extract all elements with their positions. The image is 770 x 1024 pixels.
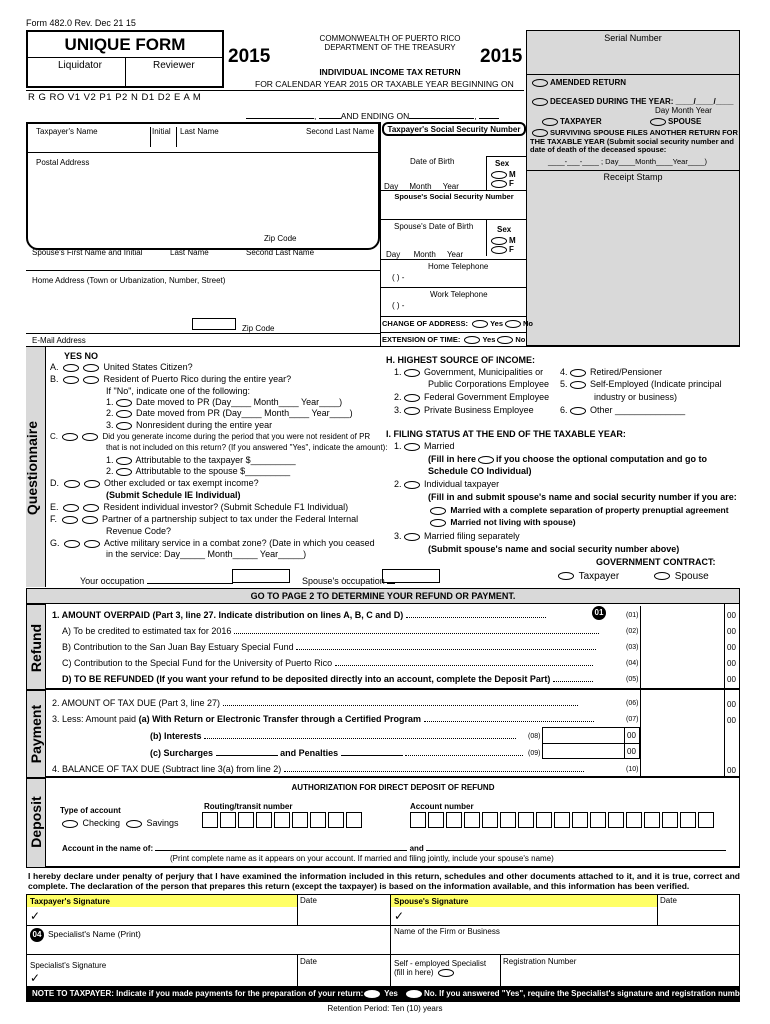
- specialist-badge: 04: [30, 928, 44, 942]
- refund-num-01: (01): [626, 612, 639, 619]
- taxpayer-check-mark: ✓: [30, 909, 41, 923]
- form-title: UNIQUE FORM: [64, 35, 186, 54]
- deceased-date-label: Day Month Year: [655, 106, 712, 115]
- filing-s2d[interactable]: Married not living with spouse): [428, 518, 576, 528]
- self-employed-option[interactable]: (fill in here): [394, 968, 456, 977]
- q-b2[interactable]: 2. Date moved from PR (Day____ Month____ Year____): [106, 408, 353, 418]
- refund-label: Refund: [27, 623, 44, 673]
- gov-contract-title: GOVERNMENT CONTRACT:: [596, 557, 716, 567]
- second-last-name-label: Second Last Name: [306, 127, 375, 136]
- home-tel-field[interactable]: ( ) -: [392, 273, 405, 282]
- filing-s2b: (Fill in and submit spouse's name and social security number if you are:: [428, 492, 737, 502]
- deceased-option[interactable]: DECEASED DURING THE YEAR: ____/____/____: [530, 97, 734, 106]
- account-number-label: Account number: [410, 802, 474, 811]
- dob-label: Date of Birth: [410, 157, 455, 166]
- refund-line-1: 1. AMOUNT OVERPAID (Part 3, line 27. Indicate distribution on lines A, B, C and D): [52, 610, 546, 620]
- filing-opt-2[interactable]: 2. Individual taxpayer: [394, 479, 500, 489]
- year-left: 2015: [228, 46, 271, 67]
- payment-num-07: (07): [626, 716, 639, 723]
- last-name-label: Last Name: [180, 127, 219, 136]
- taxpayer-name-box: [26, 122, 380, 250]
- payment-num-10: (10): [626, 766, 639, 773]
- occupation-box[interactable]: [232, 569, 290, 583]
- change-address-row[interactable]: CHANGE OF ADDRESS: Yes No: [382, 319, 534, 328]
- refund-num-04: (04): [626, 660, 639, 667]
- payment-cents-6: 00: [727, 700, 736, 709]
- account-checking[interactable]: Checking: [60, 818, 120, 828]
- q-c[interactable]: C. Did you generate income during the period that you were not resident of PR: [50, 432, 371, 441]
- home-tel-label: Home Telephone: [428, 262, 489, 271]
- refund-line-b: B) Contribution to the San Juan Bay Estuary Special Fund: [62, 642, 596, 652]
- refund-line-c: C) Contribution to the Special Fund for the University of Puerto Rico: [62, 658, 593, 668]
- q-f2: Revenue Code?: [106, 526, 172, 536]
- liquidator-label: Liquidator: [58, 60, 102, 71]
- account-name-field[interactable]: Account in the name of: and: [62, 844, 726, 853]
- zip-box[interactable]: [192, 318, 236, 330]
- income-opt-3[interactable]: 3. Private Business Employee: [394, 405, 534, 415]
- work-tel-label: Work Telephone: [430, 290, 488, 299]
- payment-num-08: (08): [528, 733, 541, 740]
- deposit-label: Deposit: [27, 796, 44, 848]
- payment-cents-7: 00: [727, 716, 736, 725]
- filing-s1d: Schedule CO Individual): [428, 466, 532, 476]
- refund-num-03: (03): [626, 644, 639, 651]
- ending-row: , AND ENDING ON ,: [246, 112, 499, 122]
- serial-number-label: Serial Number: [604, 33, 662, 43]
- payment-line-2: 2. AMOUNT OF TAX DUE (Part 3, line 27): [52, 698, 578, 708]
- filing-optional-comp[interactable]: (Fill in here if you choose the optional computation and go to: [428, 454, 708, 464]
- sex-f[interactable]: F: [489, 179, 514, 188]
- filing-title: I. FILING STATUS AT THE END OF THE TAXABLE YEAR:: [386, 429, 626, 439]
- q-b-if: If "No", indicate one of the following:: [106, 386, 250, 396]
- refund-num-02: (02): [626, 628, 639, 635]
- refund-line-a: A) To be credited to estimated tax for 2016: [62, 626, 599, 636]
- refund-num-05: (05): [626, 676, 639, 683]
- email-label: E-Mail Address: [32, 336, 86, 345]
- agency-name: COMMONWEALTH OF PUERTO RICO DEPARTMENT OF THE TREASURY: [319, 34, 461, 53]
- payment-line-3c: (c) Surcharges and Penalties: [150, 748, 523, 758]
- q-d2: (Submit Schedule IE Individual): [106, 490, 241, 500]
- initial-label: Initial: [152, 127, 171, 136]
- note-to-taxpayer: NOTE TO TAXPAYER: Indicate if you made payments for the preparation of your return:: [32, 989, 364, 998]
- payment-label: Payment: [27, 704, 44, 764]
- payment-cents-9: 00: [627, 747, 636, 756]
- work-tel-field[interactable]: ( ) -: [392, 301, 405, 310]
- receipt-stamp: Receipt Stamp: [603, 172, 663, 182]
- spouse-signature-label: Spouse's Signature: [394, 897, 469, 906]
- spouse-ssn-label: Spouse's Social Security Number: [394, 192, 514, 201]
- filing-s3b: (Submit spouse's name and social security number above): [428, 544, 680, 554]
- spouse-first-name-label: Spouse's First Name and Initial: [32, 248, 143, 257]
- payment-cents-10: 00: [727, 766, 736, 775]
- income-opt-5b: industry or business): [594, 392, 678, 402]
- q-d[interactable]: D. Other excluded or tax exempt income?: [50, 478, 259, 488]
- taxpayer-ssn-label: Taxpayer's Social Security Number: [387, 125, 521, 134]
- surviving-spouse-option[interactable]: SURVIVING SPOUSE FILES ANOTHER RETURN FOR THE TAXABLE YEAR (Submit social security number and date of death of the deceased spouse:: [530, 128, 738, 155]
- spouse-occupation-box[interactable]: [382, 569, 440, 583]
- account-type-label: Type of account: [60, 806, 121, 815]
- refund-amount-col[interactable]: [640, 606, 724, 688]
- amended-return[interactable]: AMENDED RETURN: [530, 78, 626, 87]
- q-c-1[interactable]: 1. Attributable to the taxpayer $_________: [106, 455, 296, 465]
- routing-label: Routing/transit number: [204, 802, 293, 811]
- spouse-second-last-label: Second Last Name: [246, 248, 315, 257]
- income-opt-6[interactable]: 6. Other ______________: [560, 405, 686, 415]
- postal-address-label: Postal Address: [36, 158, 90, 167]
- routing-boxes[interactable]: [202, 812, 364, 828]
- occupation-field[interactable]: Your occupation: [80, 576, 233, 586]
- form-number: Form 482.0 Rev. Dec 21 15: [26, 18, 136, 28]
- income-opt-1b: Public Corporations Employee: [428, 379, 550, 389]
- account-savings[interactable]: Savings: [124, 818, 179, 828]
- spouse-sex-f[interactable]: F: [489, 245, 514, 254]
- income-opt-1[interactable]: 1. Government, Municipalities or: [394, 367, 544, 377]
- unique-form-box: [26, 30, 224, 88]
- filing-opt-3[interactable]: 3. Married filing separately: [394, 531, 520, 541]
- extension-row[interactable]: EXTENSION OF TIME: Yes No: [382, 335, 526, 344]
- q-g[interactable]: G. Active military service in a combat zone? (Date in which you ceased: [50, 538, 375, 548]
- specialist-date-label: Date: [300, 957, 317, 966]
- return-title: INDIVIDUAL INCOME TAX RETURN: [319, 67, 461, 77]
- declaration-text: I hereby declare under penalty of perjury that I have examined the information included in this return, schedules and other documents attached to it, and it is true, correct and complete. The declaration of the person that prepares this return (except the taxpayer) is based on the information available, and this information has been verified.: [28, 871, 740, 892]
- sex-m[interactable]: M: [489, 170, 516, 179]
- home-address-label: Home Address (Town or Urbanization, Number, Street): [32, 276, 226, 285]
- deceased-taxpayer[interactable]: TAXPAYER: [540, 117, 602, 126]
- taxpayer-name-label: Taxpayer's Name: [36, 127, 98, 136]
- spouse-sex-m[interactable]: M: [489, 236, 516, 245]
- income-opt-5[interactable]: 5. Self-Employed (Indicate principal: [560, 379, 722, 389]
- refund-cents-3: 00: [727, 643, 736, 652]
- payment-amount-col[interactable]: [640, 690, 724, 778]
- spouse-dob-parts: Day Month Year: [386, 250, 464, 259]
- specialist-check-mark: ✓: [30, 971, 41, 985]
- income-opt-4[interactable]: 4. Retired/Pensioner: [560, 367, 663, 377]
- reviewer-label: Reviewer: [153, 60, 195, 71]
- q-b1[interactable]: 1. Date moved to PR (Day____ Month____ Year____): [106, 397, 343, 407]
- q-e[interactable]: E. Resident individual investor? (Submit Schedule F1 Individual): [50, 502, 349, 512]
- surviving-date: ____-___-____ ; Day____Month____Year____): [548, 157, 708, 166]
- yes-no-header: YES NO: [64, 351, 99, 361]
- sex-label: Sex: [495, 159, 510, 168]
- q-a[interactable]: A. United States Citizen?: [50, 362, 193, 372]
- payment-num-09: (09): [528, 750, 541, 757]
- income-opt-2[interactable]: 2. Federal Government Employee: [394, 392, 550, 402]
- registration-number-label[interactable]: Registration Number: [503, 957, 577, 966]
- refund-badge: 01: [592, 606, 606, 620]
- refund-line-d: D) TO BE REFUNDED (If you want your refund to be deposited directly into an account, complete the Deposit Part): [62, 674, 593, 684]
- filing-s2c[interactable]: Married with a complete separation of property prenuptial agreement: [428, 506, 729, 516]
- payment-line-3a: 3. Less: Amount paid (a) With Return or Electronic Transfer through a Certified Program: [52, 714, 594, 724]
- q-c-2[interactable]: 2. Attributable to the spouse $_________: [106, 466, 291, 476]
- q-b[interactable]: B. Resident of Puerto Rico during the entire year?: [50, 374, 292, 384]
- year-right: 2015: [480, 46, 523, 67]
- refund-cents-4: 00: [727, 659, 736, 668]
- period-text: FOR CALENDAR YEAR 2015 OR TAXABLE YEAR BEGINNING ON: [255, 79, 514, 89]
- q-b3[interactable]: 3. Nonresident during the entire year: [106, 420, 273, 430]
- payment-line-4: 4. BALANCE OF TAX DUE (Subtract line 3(a) from line 2): [52, 764, 584, 774]
- spouse-date-label: Date: [660, 896, 677, 905]
- office-codes: R G RO V1 V2 P1 P2 N D1 D2 E A M: [28, 92, 202, 103]
- refund-cents-2: 00: [727, 627, 736, 636]
- taxpayer-signature-label: Taxpayer's Signature: [30, 897, 111, 906]
- retention-period: Retention Period: Ten (10) years: [327, 1004, 443, 1013]
- spouse-sex-label: Sex: [497, 225, 512, 234]
- firm-name-label[interactable]: Name of the Firm or Business: [394, 927, 500, 936]
- questionnaire-label: Questionnaire: [23, 420, 40, 516]
- payment-line-3b: (b) Interests: [150, 731, 516, 741]
- gov-contract-taxpayer[interactable]: Taxpayer: [556, 571, 619, 583]
- self-employed-label: Self - employed Specialist: [394, 959, 487, 968]
- q-f[interactable]: F. Partner of a partnership subject to tax under the Federal Internal: [50, 514, 359, 524]
- q-g2: in the service: Day_____ Month_____ Year_____): [106, 549, 307, 559]
- account-name-note: (Print complete name as it appears on your account. If married and filing jointly, include your spouse's name): [170, 854, 554, 863]
- zip-code-2-label: Zip Code: [242, 324, 275, 333]
- payment-num-06: (06): [626, 700, 639, 707]
- filing-opt-1[interactable]: 1. Married: [394, 441, 455, 451]
- note-yes[interactable]: Yes: [362, 989, 398, 998]
- note-no[interactable]: No. If you answered "Yes", require the Specialist's signature and registration number.: [404, 989, 749, 998]
- refund-cents-5: 00: [727, 675, 736, 684]
- account-number-boxes[interactable]: [410, 812, 716, 828]
- dob-parts: Day Month Year: [384, 182, 459, 191]
- q-c2: that is not included on this return? (If you answered "Yes", indicate the amount):: [106, 443, 388, 452]
- payment-cents-8: 00: [627, 731, 636, 740]
- deceased-spouse[interactable]: SPOUSE: [648, 117, 701, 126]
- deposit-title: AUTHORIZATION FOR DIRECT DEPOSIT OF REFUND: [291, 783, 495, 792]
- spouse-last-name-label: Last Name: [170, 248, 209, 257]
- specialist-signature-label[interactable]: Specialist's Signature: [30, 961, 107, 970]
- zip-code-label: Zip Code: [264, 234, 297, 243]
- spouse-dob-label: Spouse's Date of Birth: [394, 222, 474, 231]
- refund-cents-1: 00: [727, 611, 736, 620]
- gov-contract-spouse[interactable]: Spouse: [652, 571, 709, 583]
- taxpayer-date-label: Date: [300, 896, 317, 905]
- income-title: H. HIGHEST SOURCE OF INCOME:: [386, 355, 536, 365]
- specialist-name-label[interactable]: Specialist's Name (Print): [48, 929, 141, 939]
- goto-page-2: GO TO PAGE 2 TO DETERMINE YOUR REFUND OR PAYMENT.: [250, 591, 516, 601]
- spouse-check-mark: ✓: [394, 909, 405, 923]
- spouse-occupation-field[interactable]: Spouse's occupation: [302, 576, 395, 586]
